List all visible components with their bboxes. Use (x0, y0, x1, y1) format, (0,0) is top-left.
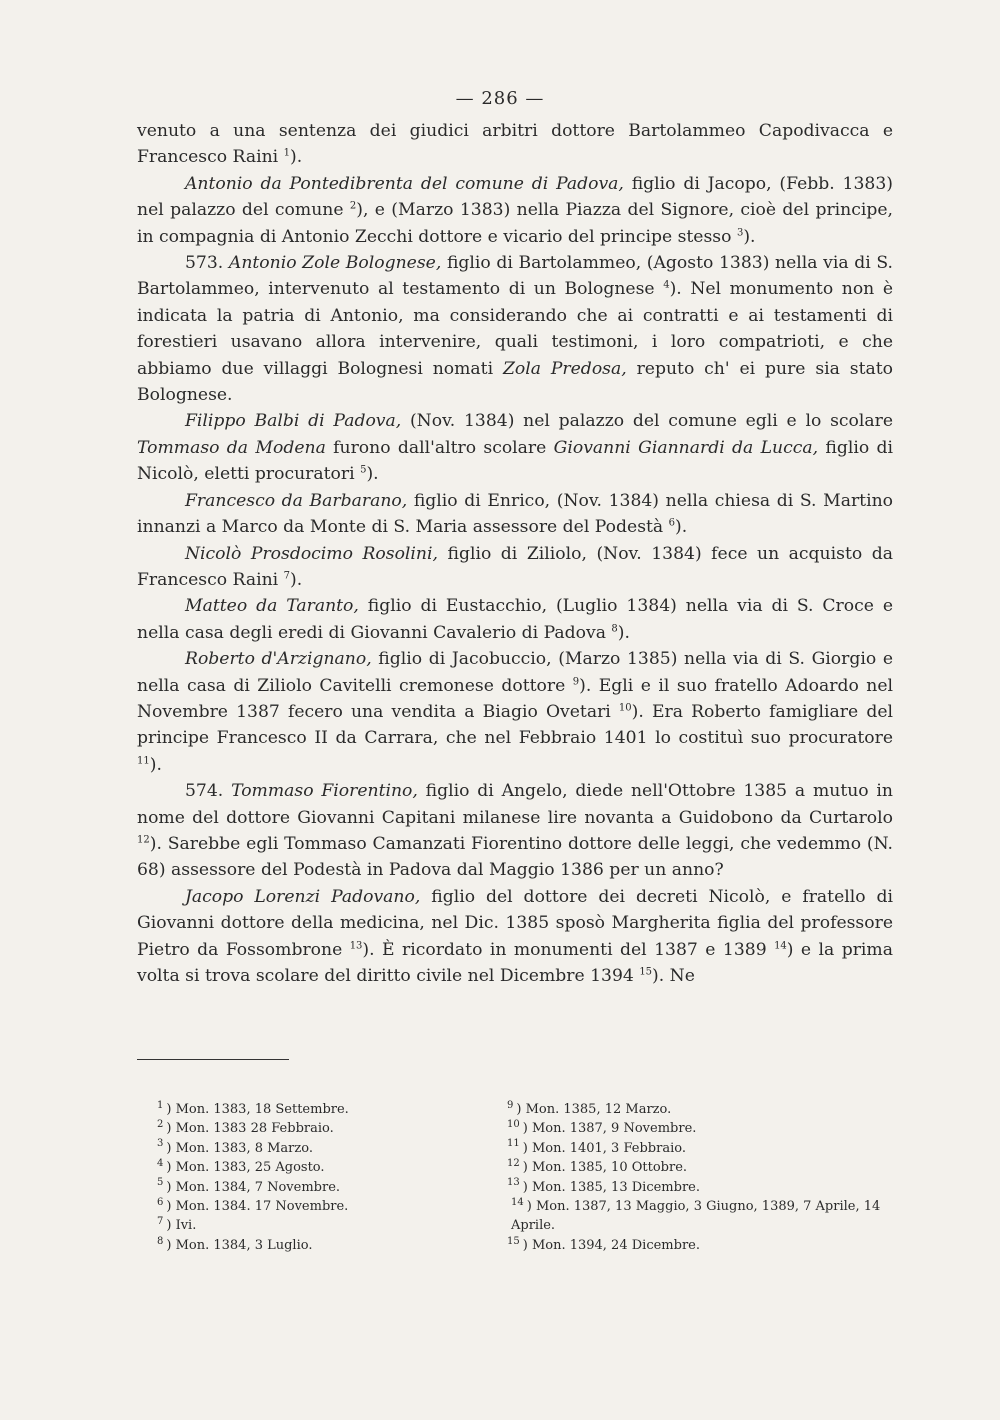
footnote-ref: 7 (283, 570, 290, 582)
footnote-text: ) Mon. 1387, 9 Novembre. (522, 1121, 697, 1137)
text-run: 573. (185, 253, 229, 274)
text-run: figlio di Bartolammeo, (Agosto 1383) nella via di S. Bartolammeo, intervenuto al testamento di un Bolognese (137, 253, 894, 300)
footnote-number: 14 (511, 1196, 524, 1208)
text-run: ), e (Marzo 1383) nella Piazza del Signore, cioè del principe, in compagnia di Antonio Zecchi dottore e vicario del principe stesso (137, 200, 894, 247)
footnote-ref: 3 (736, 226, 744, 238)
paragraph (137, 488, 893, 541)
text-run: figlio di Jacopo, (Febb. 1383) nel palazzo del comune (137, 173, 893, 221)
footnote (157, 1158, 487, 1177)
footnote-ref: 14 (774, 939, 787, 951)
footnote (157, 1236, 487, 1255)
italic-name: Nicolò Prosdocimo Rosolini, (185, 543, 438, 564)
text-run: figlio di Angelo, diede nell'Ottobre 1385 a mutuo in nome del dottore Giovanni Capitani milanese lire novanta a Guidobono da Curtarolo (137, 781, 894, 828)
italic-name: Antonio Zole Bolognese, (228, 253, 442, 274)
footnote-number: 5 (157, 1177, 164, 1189)
footnotes-right-column (507, 1100, 902, 1255)
footnote-text: ) Mon. 1384. 17 Novembre. (166, 1199, 349, 1215)
footnote (507, 1119, 902, 1138)
footnote-number: 11 (507, 1138, 520, 1150)
text-run: ). (290, 569, 303, 590)
page-number: — 286 — (455, 88, 545, 109)
footnote-text: ) Mon. 1383, 25 Agosto. (166, 1160, 325, 1176)
footnote (507, 1197, 902, 1236)
footnote-text: ) Ivi. (166, 1218, 197, 1234)
text-run: furono dall'altro scolare (325, 437, 554, 458)
footnote-number: 10 (507, 1119, 520, 1131)
footnote-number: 8 (157, 1235, 164, 1247)
footnote-ref: 13 (349, 939, 363, 951)
italic-name: Matteo da Taranto, (185, 596, 359, 617)
italic-name: Francesco da Barbarano, (185, 490, 408, 511)
italic-name: Antonio da Pontedibrenta del comune di Padova, (185, 173, 624, 194)
footnote (157, 1139, 487, 1158)
text-run: figlio di Eustacchio, (Luglio 1384) nella via di S. Croce e nella casa degli eredi di Giovanni Cavalerio di Padova (137, 596, 893, 643)
footnote-ref: 15 (639, 966, 653, 978)
text-run: figlio del dottore dei decreti Nicolò, e fratello di Giovanni dottore della medicina, nel Dic. 1385 sposò Margherita figlia del professore Pietro da Fossombrone (137, 886, 893, 960)
footnote-number: 15 (507, 1235, 520, 1247)
footnote-number: 3 (157, 1138, 164, 1150)
footnote-text: ) Mon. 1383, 18 Settembre. (166, 1102, 349, 1117)
italic-name: Giovanni Giannardi da Lucca, (553, 437, 819, 458)
text-run: ). (743, 226, 756, 247)
footnote-ref: 5 (360, 464, 367, 476)
text-run: ). (290, 147, 303, 168)
text-run: figlio di Ziliolo, (Nov. 1384) fece un acquisto da Francesco Raini (137, 543, 893, 590)
footnote (507, 1178, 902, 1197)
footnote-ref: 10 (618, 702, 632, 714)
footnote-number: 2 (157, 1119, 164, 1131)
footnote-text: ) Mon. 1385, 10 Ottobre. (522, 1160, 688, 1176)
italic-name: Tommaso Fiorentino, (231, 781, 418, 802)
body-text (137, 118, 893, 989)
text-run: figlio di Nicolò, eletti procuratori (137, 437, 893, 485)
text-run: ). (617, 622, 630, 643)
text-run: ). Ne (652, 966, 695, 986)
footnote (157, 1197, 487, 1216)
footnote-text: ) Mon. 1385, 12 Marzo. (516, 1102, 672, 1117)
italic-name: Roberto d'Arzignano, (185, 649, 372, 670)
footnote-ref: 4 (663, 279, 670, 291)
text-run: venuto a una sentenza dei giudici arbitri dottore Bartolammeo Capodivacca e Francesco Raini (137, 121, 893, 168)
footnote-number: 7 (157, 1216, 164, 1228)
footnote-ref: 9 (572, 675, 580, 687)
footnote-ref: 12 (137, 834, 150, 846)
footnote-text: ) Mon. 1383, 8 Marzo. (166, 1140, 313, 1156)
italic-name: Filippo Balbi di Padova, (185, 411, 402, 432)
footnote-divider (137, 1059, 289, 1060)
footnote-number: 12 (507, 1157, 520, 1169)
footnote-ref: 2 (349, 200, 357, 212)
paragraph (137, 118, 893, 171)
footnote (157, 1119, 487, 1138)
italic-name: Jacopo Lorenzi Padovano, (185, 886, 421, 907)
footnote-ref: 8 (611, 622, 618, 634)
text-run: ). Nel monumento non è indicata la patria di Antonio, ma considerando che ai contratti e ai testamenti di forestieri usavano allora intervenire, quali testimoni, i loro compatrioti, e che abbiamo due villaggi Bolognesi nomati (137, 279, 894, 379)
footnote-number: 1 (157, 1099, 164, 1111)
paragraph (137, 408, 893, 487)
footnote (507, 1236, 902, 1255)
text-run: ). (366, 464, 379, 485)
footnote-ref: 11 (137, 755, 150, 767)
text-run: figlio di Jacobuccio, (Marzo 1385) nella via di S. Giorgio e nella casa di Ziliolo Cavitelli cremonese dottore (137, 649, 893, 696)
text-run: ). Sarebbe egli Tommaso Camanzati Fiorentino dottore delle leggi, che vedemmo (N. 68) assessore del Podestà in Padova dal Maggio 1386 per un anno? (137, 833, 893, 881)
footnote-text: ) Mon. 1384, 3 Luglio. (166, 1237, 313, 1253)
text-run: figlio di Enrico, (Nov. 1384) nella chiesa di S. Martino innanzi a Marco da Monte di S. Maria assessore del Podestà (137, 490, 893, 538)
footnote-text: ) Mon. 1385, 13 Dicembre. (522, 1179, 700, 1195)
text-run: ). Egli e il suo fratello Adoardo nel Novembre 1387 fecero una vendita a Biagio Ovetari (137, 675, 893, 722)
footnote (507, 1139, 902, 1158)
paragraph (137, 778, 893, 884)
text-run: ) e la prima volta si trova scolare del diritto civile nel Dicembre 1394 (137, 939, 893, 986)
text-run: ). È ricordato in monumenti del 1387 e 1389 (362, 939, 775, 960)
paragraph (137, 250, 893, 408)
text-run: ). (149, 754, 162, 775)
text-run: 574. (185, 781, 232, 802)
footnote-ref: 1 (283, 147, 290, 159)
footnote-number: 6 (157, 1196, 164, 1208)
footnote-text: ) Mon. 1383 28 Febbraio. (166, 1121, 334, 1137)
text-run: (Nov. 1384) nel palazzo del comune egli e lo scolare (401, 411, 893, 432)
footnotes-left-column (157, 1100, 487, 1255)
footnote (507, 1100, 902, 1119)
footnote-number: 13 (507, 1177, 520, 1189)
footnote (157, 1178, 487, 1197)
footnote-text: ) Mon. 1394, 24 Dicembre. (522, 1237, 700, 1253)
footnote (157, 1100, 487, 1119)
italic-name: Tommaso da Modena (137, 437, 326, 458)
footnote-number: 4 (157, 1157, 164, 1169)
italic-name: Zola Predosa, (502, 358, 627, 379)
footnote-text: ) Mon. 1401, 3 Febbraio. (522, 1140, 686, 1156)
paragraph (137, 171, 893, 250)
paragraph (137, 541, 893, 594)
footnote (507, 1158, 902, 1177)
footnote-ref: 6 (668, 517, 676, 529)
footnote-number: 9 (507, 1099, 514, 1111)
paragraph (137, 884, 893, 990)
paragraph (137, 646, 893, 778)
footnote-text: ) Mon. 1387, 13 Maggio, 3 Giugno, 1389, 7 Aprile, 14 Aprile. (511, 1199, 881, 1234)
text-run: reputo ch' ei pure sia stato Bolognese. (137, 358, 893, 406)
footnote (157, 1216, 487, 1235)
text-run: ). Era Roberto famigliare del principe Francesco II da Carrara, che nel Febbraio 1401 lo costituì suo procuratore (137, 701, 893, 749)
paragraph (137, 593, 893, 646)
footnote-text: ) Mon. 1384, 7 Novembre. (166, 1179, 341, 1195)
text-run: ). (675, 517, 688, 538)
